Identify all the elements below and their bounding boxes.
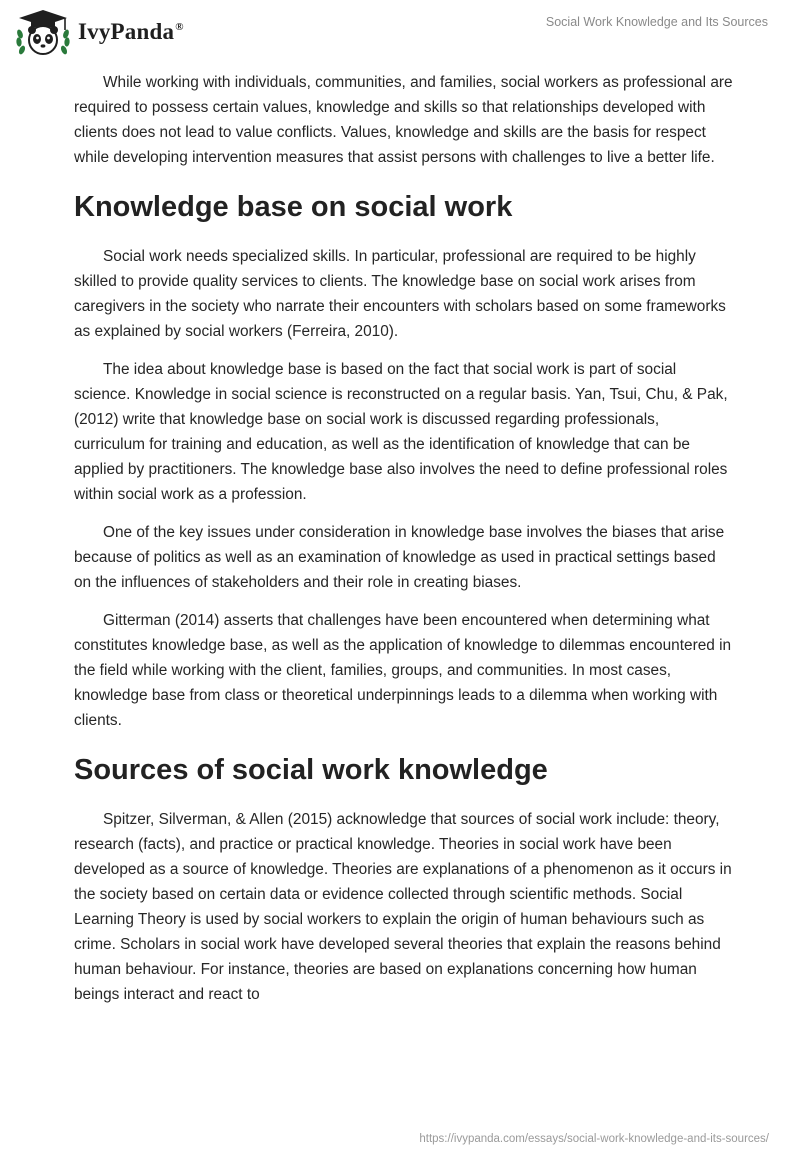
page-header	[0, 0, 800, 60]
document-title: Social Work Knowledge and Its Sources	[545, 15, 768, 29]
trademark-symbol: ®	[175, 21, 184, 33]
paragraph: Social work needs specialized skills. In particular, professional are required to be highly skilled to provide quality services to clients. The knowledge base on social work arises from caregivers in the society who narrate their encounters with scholars based on some frameworks as explained by social workers (Ferreira, 2010).	[74, 248, 726, 340]
paragraph: Gitterman (2014) asserts that challenges have been encountered when determining what constitutes knowledge base, as well as the application of knowledge to dilemmas encountered in the field while working with the client, families, groups, and communities. In most cases, knowledge base from class or theoretical underpinnings leads to a dilemma when working with clients.	[74, 612, 732, 729]
brand-logo[interactable]	[14, 8, 184, 58]
brand-name: IvyPanda®	[78, 19, 184, 44]
paragraph: One of the key issues under consideration in knowledge base involves the biases that arise because of politics as well as an examination of knowledge as used in practical settings based on the influences of stakeholders and their role in creating biases.	[74, 524, 725, 591]
section-heading-sources: Sources of social work knowledge	[74, 754, 548, 786]
intro-paragraph: While working with individuals, communities, and families, social workers as professional are required to possess certain values, knowledge and skills so that relationships developed with clients does not lead to value conflicts. Values, knowledge and skills are the basis for respect while developing intervention measures that assist persons with challenges to live a better life.	[74, 74, 733, 166]
panda-graduate-icon	[14, 8, 72, 58]
paragraph: The idea about knowledge base is based on the fact that social work is part of social science. Knowledge in social science is reconstructed on a regular basis. Yan, Tsui, Chu, & Pak, (2012) write that knowledge base on social work is discussed regarding professionals, curriculum for training and education, as well as the identification of knowledge that can be applied by practitioners. The knowledge base also involves the need to define professional roles within social work as a profession.	[74, 361, 728, 503]
section-heading-knowledge-base: Knowledge base on social work	[74, 191, 513, 223]
article-body	[74, 70, 734, 1020]
paragraph: Spitzer, Silverman, & Allen (2015) acknowledge that sources of social work include: theory, research (facts), and practice or practical knowledge. Theories in social work have been developed as a source of knowledge. Theories are explanations of a phenomenon as it occurs in the society based on certain data or evidence collected through scientific methods. Social Learning Theory is used by social workers to explain the origin of human behaviours such as crime. Scholars in social work have developed several theories that explain the reasons behind human behaviour. For instance, theories are based on explanations concerning how human beings interact and react to	[74, 811, 732, 1003]
source-url[interactable]: https://ivypanda.com/essays/social-work-knowledge-and-its-sources/	[419, 1133, 769, 1145]
